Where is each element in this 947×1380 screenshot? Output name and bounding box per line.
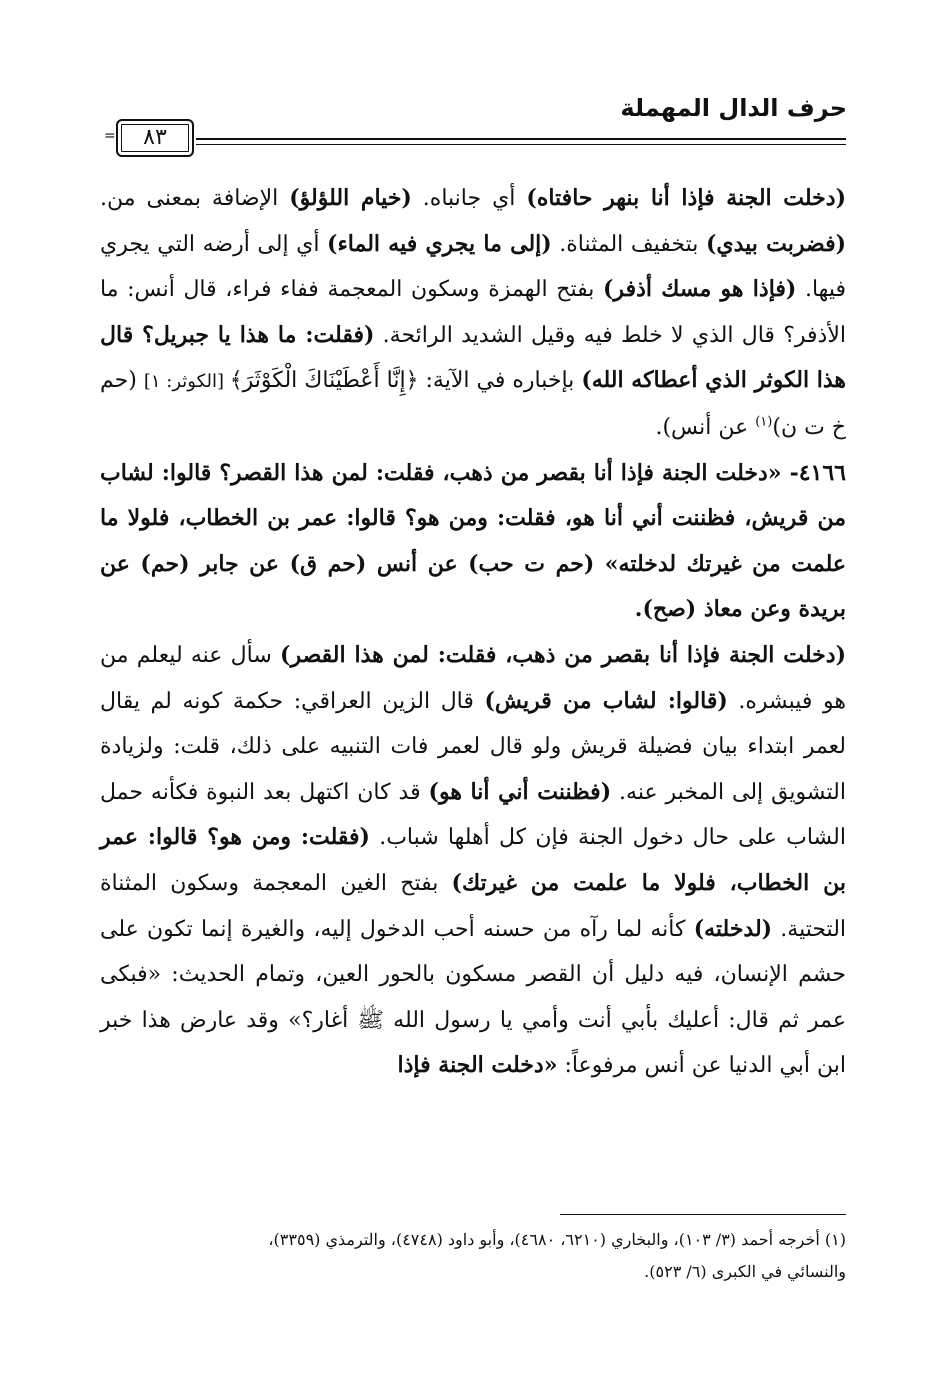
commentary-text: الإضافة بمعنى من. [100, 186, 290, 211]
commentary-text: كأنه لما رآه من حسنه أحب الدخول إليه، والغيرة إنما تكون على حشم الإنسان، فيه دليل أن القصر مسكون بالحور العين، وتمام الحديث: «فبكى عمر ثم قال: أعليك بأبي أنت وأمي يا رسول الله ﷺ أغار؟» وقد عارض هذا خبر ابن أبي الدنيا عن أنس مرفوعاً: [100, 916, 846, 1079]
header-rule [196, 138, 846, 147]
hadith-phrase: (فضربت بيدي) [705, 230, 846, 257]
commentary-text: أي جانباه. [411, 186, 527, 211]
hadith-phrase: (إلى ما يجري فيه الماء) [327, 230, 552, 257]
commentary-text: قد كان اكتهل بعد النبوة فكأنه حمل الشاب على حال دخول الجنة فإن كل أهلها شباب. [100, 779, 846, 851]
source-codes: (حم خ ت ن) [100, 368, 846, 440]
commentary-text: سأل عنه ليعلم من هو فيبشره. [100, 642, 846, 714]
commentary-paragraph-1 [100, 176, 846, 451]
hadith-phrase: (فقلت: ما هذا يا جبريل؟ قال هذا الكوثر الذي أعطاكه الله) [100, 321, 847, 394]
header-rule-thin [196, 144, 846, 145]
footnote-separator [560, 1214, 846, 1215]
footnote-line: والنسائي في الكبرى (٦/ ٥٢٣). [644, 1262, 846, 1281]
commentary-text: بإخباره في الآية: [418, 368, 582, 394]
hadith-text: ٤١٦٦- «دخلت الجنة فإذا أنا بقصر من ذهب، فقلت: لمن هذا القصر؟ قالوا: لشاب من قريش، فظننت أني أنا هو، فقلت: ومن هو؟ قالوا: عمر بن الخطاب، فلولا ما علمت من غيرتك لدخلته» (حم ت حب) عن أنس (حم ق) عن جابر (حم) عن بريدة وعن معاذ (صح). [100, 459, 846, 623]
quran-verse: ﴿إِنَّا أَعْطَيْنَاكَ الْكَوْثَرَ﴾ [229, 368, 419, 394]
hadith-phrase: (قالوا: لشاب من قريش) [484, 687, 728, 714]
commentary-text: بفتح الغين المعجمة وسكون المثناة التحتية. [100, 870, 847, 942]
commentary-text: بتخفيف المثناة. [551, 231, 706, 257]
page-mark: = [104, 128, 116, 144]
hadith-phrase: (دخلت الجنة فإذا أنا بقصر من ذهب، فقلت: لمن هذا القصر) [280, 641, 846, 668]
hadith-phrase: (فإذا هو مسك أذفر) [603, 276, 797, 303]
header-rule-thick [196, 138, 846, 140]
commentary-text: أي إلى أرضه التي يجري فيها. [100, 231, 846, 303]
page-number: ٨٣ [116, 119, 194, 157]
commentary-text: قال الزين العراقي: حكمة كونه لم يقال لعمر ابتداء بيان فضيلة قريش ولو قال لعمر فات التنبيه على ذلك، قلت: ولزيادة التشويق إلى المخبر عنه. [100, 688, 847, 805]
footnote-line: (١) أخرجه أحمد (٣/ ١٠٣)، والبخاري (٦٢١٠، ٤٦٨٠)، وأبو داود (٤٧٤٨)، والترمذي (٣٣٥٩)، [268, 1230, 846, 1249]
running-title: حرف الدال المهملة [620, 94, 847, 122]
hadith-phrase: (خيام اللؤلؤ) [289, 185, 412, 211]
hadith-phrase: «دخلت الجنة فإذا [397, 1052, 558, 1079]
hadith-4166 [100, 451, 846, 633]
footnote-marker: (١) [755, 414, 773, 430]
hadith-phrase: (لدخلته) [693, 915, 773, 942]
commentary-paragraph-2 [100, 633, 846, 1089]
commentary-text: عن أنس). [655, 414, 756, 440]
body-text [100, 176, 846, 1089]
hadith-phrase: (فظننت أني أنا هو) [428, 778, 612, 805]
verse-reference: [الكوثر: ١] [143, 371, 230, 393]
hadith-phrase: (فقلت: ومن هو؟ قالوا: عمر بن الخطاب، فلولا ما علمت من غيرتك) [100, 824, 846, 896]
footnotes [100, 1224, 846, 1288]
commentary-text: بفتح الهمزة وسكون المعجمة ففاء فراء، قال أنس: ما الأذفر؟ قال الذي لا خلط فيه وقيل الشديد الرائحة. [100, 277, 846, 348]
hadith-phrase: (دخلت الجنة فإذا أنا بنهر حافتاه) [526, 185, 846, 211]
